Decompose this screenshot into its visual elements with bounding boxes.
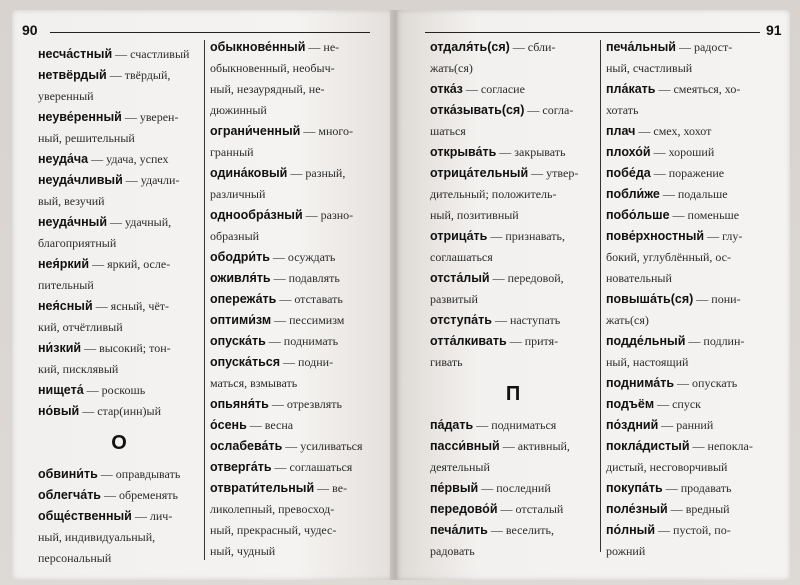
headword: печа́льный (606, 40, 676, 54)
headword: неуда́чный (38, 215, 108, 229)
antonym-definition: уверенный (38, 89, 94, 103)
dictionary-entry-line (430, 121, 596, 142)
antonym-definition: — роскошь (83, 383, 146, 397)
dictionary-entry-line (38, 338, 200, 359)
headword: поле́зный (606, 502, 668, 516)
dictionary-entry-line (38, 170, 200, 191)
headword: опуска́ться (210, 355, 281, 369)
headword: побли́же (606, 187, 660, 201)
dictionary-entry-line (430, 79, 596, 100)
antonym-definition: — притя- (506, 334, 559, 348)
antonym-definition: — согласие (462, 82, 525, 96)
dictionary-entry-line (430, 331, 596, 352)
headword: отступа́ть (430, 313, 492, 327)
dictionary-entry-line (606, 226, 784, 247)
headword: обыкнове́нный (210, 40, 306, 54)
antonym-definition: — пустой, по- (655, 523, 731, 537)
antonym-definition: — активный, (499, 439, 570, 453)
dictionary-entry-line (38, 548, 200, 569)
dictionary-entry-line (430, 100, 596, 121)
dictionary-entry-line (38, 359, 200, 380)
antonym-definition: пительный (38, 278, 94, 292)
headword: обвини́ть (38, 467, 98, 481)
antonym-definition: гивать (430, 355, 463, 369)
antonym-definition: — глу- (704, 229, 743, 243)
headword: отврати́тельный (210, 481, 315, 495)
dictionary-entry-line (210, 142, 375, 163)
antonym-definition: — подавлять (270, 271, 340, 285)
headword: передово́й (430, 502, 498, 516)
headword: обще́ственный (38, 509, 132, 523)
headword: отрица́тельный (430, 166, 529, 180)
antonym-definition: — вредный (667, 502, 730, 516)
headword: пе́рвый (430, 481, 479, 495)
antonym-definition: ный, незаурядный, не- (210, 82, 325, 96)
antonym-definition: — отставать (276, 292, 343, 306)
dictionary-entry-line (606, 373, 784, 394)
antonym-definition: жать(ся) (606, 313, 649, 327)
dictionary-entry-line (430, 184, 596, 205)
dictionary-entry-line (430, 247, 596, 268)
headword: подъём (606, 397, 655, 411)
dictionary-entry-line (210, 247, 375, 268)
dictionary-entry-line (38, 317, 200, 338)
dictionary-entry-line (210, 331, 375, 352)
antonym-definition: — высокий; тон- (81, 341, 171, 355)
headword: ограни́ченный (210, 124, 301, 138)
headword: ослабева́ть (210, 439, 283, 453)
antonym-definition: — сбли- (509, 40, 556, 54)
antonym-definition: — соглашаться (271, 460, 353, 474)
dictionary-entry-line (210, 100, 375, 121)
antonym-definition: — передовой, (489, 271, 564, 285)
headword: нетвёрдый (38, 68, 107, 82)
left-column-divider (204, 40, 205, 560)
dictionary-entry-line (430, 415, 596, 436)
right-page-column-2 (606, 37, 784, 562)
antonym-definition: — счастливый (112, 47, 190, 61)
dictionary-entry-line (430, 541, 596, 562)
dictionary-entry-line (210, 310, 375, 331)
antonym-definition: — поражение (650, 166, 725, 180)
dictionary-entry-line (606, 352, 784, 373)
headword: неуда́ча (38, 152, 89, 166)
antonym-definition: — удачли- (122, 173, 180, 187)
antonym-definition: ный, позитивный (430, 208, 519, 222)
headword: опьяня́ть (210, 397, 269, 411)
dictionary-entry-line (210, 58, 375, 79)
antonym-definition: маться, взмывать (210, 376, 298, 390)
antonym-definition: — продавать (662, 481, 732, 495)
antonym-definition: — подни- (280, 355, 334, 369)
dictionary-entry-line (38, 380, 200, 401)
dictionary-entry-line (210, 415, 375, 436)
dictionary-entry-line (210, 268, 375, 289)
dictionary-entry-line (606, 310, 784, 331)
headword: покупа́ть (606, 481, 663, 495)
antonym-definition: — подниматься (473, 418, 557, 432)
right-header-rule (425, 32, 760, 33)
dictionary-entry-line (606, 205, 784, 226)
dictionary-entry-line (430, 520, 596, 541)
right-page-number: 91 (766, 22, 782, 38)
antonym-definition: — пессимизм (271, 313, 345, 327)
antonym-definition: ный, настоящий (606, 355, 689, 369)
antonym-definition: различный (210, 187, 266, 201)
dictionary-entry-line (606, 79, 784, 100)
antonym-definition: — последний (478, 481, 551, 495)
headword: отста́лый (430, 271, 490, 285)
antonym-definition: образный (210, 229, 260, 243)
antonym-definition: — удача, успех (88, 152, 169, 166)
headword: нея́ркий (38, 257, 90, 271)
antonym-definition: — хороший (650, 145, 715, 159)
antonym-definition: — ве- (314, 481, 348, 495)
dictionary-entry-line (210, 121, 375, 142)
antonym-definition: гранный (210, 145, 254, 159)
dictionary-entry-line (606, 457, 784, 478)
dictionary-entry-line (606, 100, 784, 121)
antonym-definition: развитый (430, 292, 478, 306)
headword: ободри́ть (210, 250, 270, 264)
dictionary-entry-line (430, 142, 596, 163)
dictionary-entry-line (606, 289, 784, 310)
dictionary-entry-line (210, 499, 375, 520)
dictionary-entry-line (606, 541, 784, 562)
dictionary-entry-line (38, 128, 200, 149)
antonym-definition: благоприятный (38, 236, 117, 250)
antonym-definition: кий, писклявый (38, 362, 119, 376)
antonym-definition: бокий, углублённый, ос- (606, 250, 731, 264)
headword: пасси́вный (430, 439, 500, 453)
antonym-definition: — опускать (674, 376, 738, 390)
antonym-definition: — закрывать (496, 145, 566, 159)
dictionary-entry-line (606, 142, 784, 163)
dictionary-entry-line (606, 331, 784, 352)
dictionary-entry-line (430, 226, 596, 247)
dictionary-entry-line (430, 58, 596, 79)
dictionary-entry-line (210, 37, 375, 58)
headword: печа́лить (430, 523, 488, 537)
dictionary-entry-line (210, 163, 375, 184)
headword: несча́стный (38, 47, 113, 61)
dictionary-entry-line (606, 478, 784, 499)
dictionary-entry-line (38, 485, 200, 506)
antonym-definition: ный, индивидуальный, (38, 530, 156, 544)
headword: побо́льше (606, 208, 670, 222)
dictionary-entry-line (430, 205, 596, 226)
headword: плохо́й (606, 145, 651, 159)
right-page-column-1 (430, 37, 596, 562)
dictionary-entry-line (430, 499, 596, 520)
dictionary-entry-line (606, 184, 784, 205)
antonym-definition: дительный; положитель- (430, 187, 557, 201)
dictionary-entry-line (210, 478, 375, 499)
antonym-definition: — смех, хохот (635, 124, 712, 138)
antonym-definition: ный, чудный (210, 544, 276, 558)
antonym-definition: — смеяться, хо- (655, 82, 741, 96)
headword: неуве́ренный (38, 110, 122, 124)
dictionary-entry-line (38, 506, 200, 527)
headword: повыша́ть(ся) (606, 292, 694, 306)
antonym-definition: вый, везучий (38, 194, 105, 208)
left-page-column-1 (38, 44, 200, 569)
dictionary-entry-line (210, 457, 375, 478)
dictionary-entry-line (430, 478, 596, 499)
antonym-definition: — спуск (654, 397, 702, 411)
dictionary-entry-line (606, 415, 784, 436)
headword: отдаля́ть(ся) (430, 40, 510, 54)
antonym-definition: — наступать (491, 313, 561, 327)
headword: поднима́ть (606, 376, 675, 390)
dictionary-entry-line (606, 247, 784, 268)
dictionary-entry-line (38, 401, 200, 422)
headword: оживля́ть (210, 271, 271, 285)
dictionary-entry-line (430, 436, 596, 457)
dictionary-entry-line (38, 233, 200, 254)
dictionary-entry-line (606, 520, 784, 541)
antonym-definition: ликолепный, превосход- (210, 502, 335, 516)
dictionary-entry-line (210, 373, 375, 394)
antonym-definition: — весна (246, 418, 294, 432)
headword: облегча́ть (38, 488, 101, 502)
headword: о́сень (210, 418, 247, 432)
dictionary-entry-line (38, 464, 200, 485)
antonym-definition: — яркий, осле- (89, 257, 171, 271)
antonym-definition: новательный (606, 271, 672, 285)
antonym-definition: — стар(инн)ый (79, 404, 162, 418)
antonym-definition: соглашаться (430, 250, 493, 264)
dictionary-entry-line (430, 268, 596, 289)
left-page-number: 90 (22, 22, 38, 38)
headword: отка́з (430, 82, 463, 96)
right-column-divider (600, 40, 601, 552)
antonym-definition: — ранний (658, 418, 714, 432)
antonym-definition: — отрезвлять (268, 397, 343, 411)
dictionary-entry-line (430, 310, 596, 331)
headword: плач (606, 124, 636, 138)
dictionary-entry-line (606, 121, 784, 142)
dictionary-entry-line (210, 436, 375, 457)
dictionary-entry-line (606, 499, 784, 520)
antonym-definition: ный, прекрасный, чудес- (210, 523, 337, 537)
left-header-rule (50, 32, 370, 33)
antonym-definition: дистый, несговорчивый (606, 460, 728, 474)
antonym-definition: деятельный (430, 460, 490, 474)
dictionary-entry-line (38, 254, 200, 275)
antonym-definition: кий, отчётливый (38, 320, 123, 334)
dictionary-entry-line (430, 37, 596, 58)
antonym-definition: — разный, (287, 166, 346, 180)
dictionary-entry-line (38, 44, 200, 65)
antonym-definition: — усиливаться (282, 439, 363, 453)
dictionary-entry-line (606, 268, 784, 289)
dictionary-entry-line (38, 296, 200, 317)
dictionary-entry-line (606, 37, 784, 58)
antonym-definition: персональный (38, 551, 112, 565)
antonym-definition: — согла- (524, 103, 574, 117)
headword: отка́зывать(ся) (430, 103, 525, 117)
headword: нея́сный (38, 299, 93, 313)
antonym-definition: шаться (430, 124, 466, 138)
antonym-definition: — обременять (101, 488, 179, 502)
headword: ни́зкий (38, 341, 82, 355)
dictionary-entry-line (38, 275, 200, 296)
dictionary-entry-line (38, 65, 200, 86)
antonym-definition: рожний (606, 544, 646, 558)
dictionary-entry-line (606, 163, 784, 184)
antonym-definition: — оправдывать (97, 467, 181, 481)
headword: одина́ковый (210, 166, 288, 180)
dictionary-entry-line (430, 163, 596, 184)
headword: опережа́ть (210, 292, 277, 306)
headword: па́дать (430, 418, 474, 432)
dictionary-entry-line (210, 394, 375, 415)
antonym-definition: — ясный, чёт- (92, 299, 170, 313)
dictionary-entry-line (210, 289, 375, 310)
headword: оптими́зм (210, 313, 272, 327)
section-letter: О (111, 432, 127, 454)
dictionary-entry-line (606, 394, 784, 415)
headword: подде́льный (606, 334, 686, 348)
antonym-definition: дюжинный (210, 103, 267, 117)
headword: открыва́ть (430, 145, 497, 159)
antonym-definition: радовать (430, 544, 475, 558)
dictionary-entry-line (38, 212, 200, 233)
headword: пове́рхностный (606, 229, 705, 243)
antonym-definition: — поднимать (265, 334, 339, 348)
dictionary-entry-line (38, 107, 200, 128)
headword: покла́дистый (606, 439, 690, 453)
antonym-definition: — не- (305, 40, 340, 54)
dictionary-entry-line (210, 352, 375, 373)
antonym-definition: — непокла- (689, 439, 753, 453)
dictionary-entry-line (606, 58, 784, 79)
antonym-definition: — лич- (131, 509, 173, 523)
headword: отрица́ть (430, 229, 488, 243)
dictionary-entry-line (210, 520, 375, 541)
antonym-definition: — отсталый (497, 502, 564, 516)
dictionary-entry-line (430, 457, 596, 478)
dictionary-entry-line (38, 191, 200, 212)
antonym-definition: хотать (606, 103, 639, 117)
dictionary-entry-line (210, 541, 375, 562)
dictionary-entry-line (430, 352, 596, 373)
headword: по́здний (606, 418, 659, 432)
antonym-definition: жать(ся) (430, 61, 473, 75)
dictionary-entry-line (210, 226, 375, 247)
headword: нищета́ (38, 383, 84, 397)
antonym-definition: — признавать, (487, 229, 565, 243)
antonym-definition: — подлин- (685, 334, 745, 348)
headword: неуда́чливый (38, 173, 123, 187)
section-letter: П (505, 383, 521, 405)
antonym-definition: — удачный, (107, 215, 172, 229)
antonym-definition: — утвер- (528, 166, 579, 180)
antonym-definition: — твёрдый, (106, 68, 171, 82)
headword: отверга́ть (210, 460, 272, 474)
antonym-definition: — подальше (659, 187, 728, 201)
dictionary-entry-line (38, 527, 200, 548)
dictionary-entry-line (38, 149, 200, 170)
antonym-definition: — много- (300, 124, 353, 138)
headword: по́лный (606, 523, 656, 537)
headword: пла́кать (606, 82, 656, 96)
antonym-definition: — поменьше (669, 208, 740, 222)
antonym-definition: — пони- (693, 292, 741, 306)
dictionary-entry-line (38, 86, 200, 107)
headword: побе́да (606, 166, 651, 180)
antonym-definition: — веселить, (487, 523, 554, 537)
headword: однообра́зный (210, 208, 303, 222)
antonym-definition: — уверен- (121, 110, 179, 124)
left-page-column-2 (210, 37, 375, 562)
antonym-definition: ный, счастливый (606, 61, 693, 75)
headword: опуска́ть (210, 334, 266, 348)
dictionary-entry-line (606, 436, 784, 457)
headword: но́вый (38, 404, 80, 418)
antonym-definition: — радост- (675, 40, 733, 54)
antonym-definition: обыкновенный, необыч- (210, 61, 335, 75)
dictionary-entry-line (210, 184, 375, 205)
dictionary-entry-line (210, 79, 375, 100)
antonym-definition: — осуждать (269, 250, 336, 264)
antonym-definition: — разно- (302, 208, 354, 222)
headword: отта́лкивать (430, 334, 507, 348)
dictionary-entry-line (210, 205, 375, 226)
dictionary-entry-line (430, 289, 596, 310)
antonym-definition: ный, решительный (38, 131, 135, 145)
